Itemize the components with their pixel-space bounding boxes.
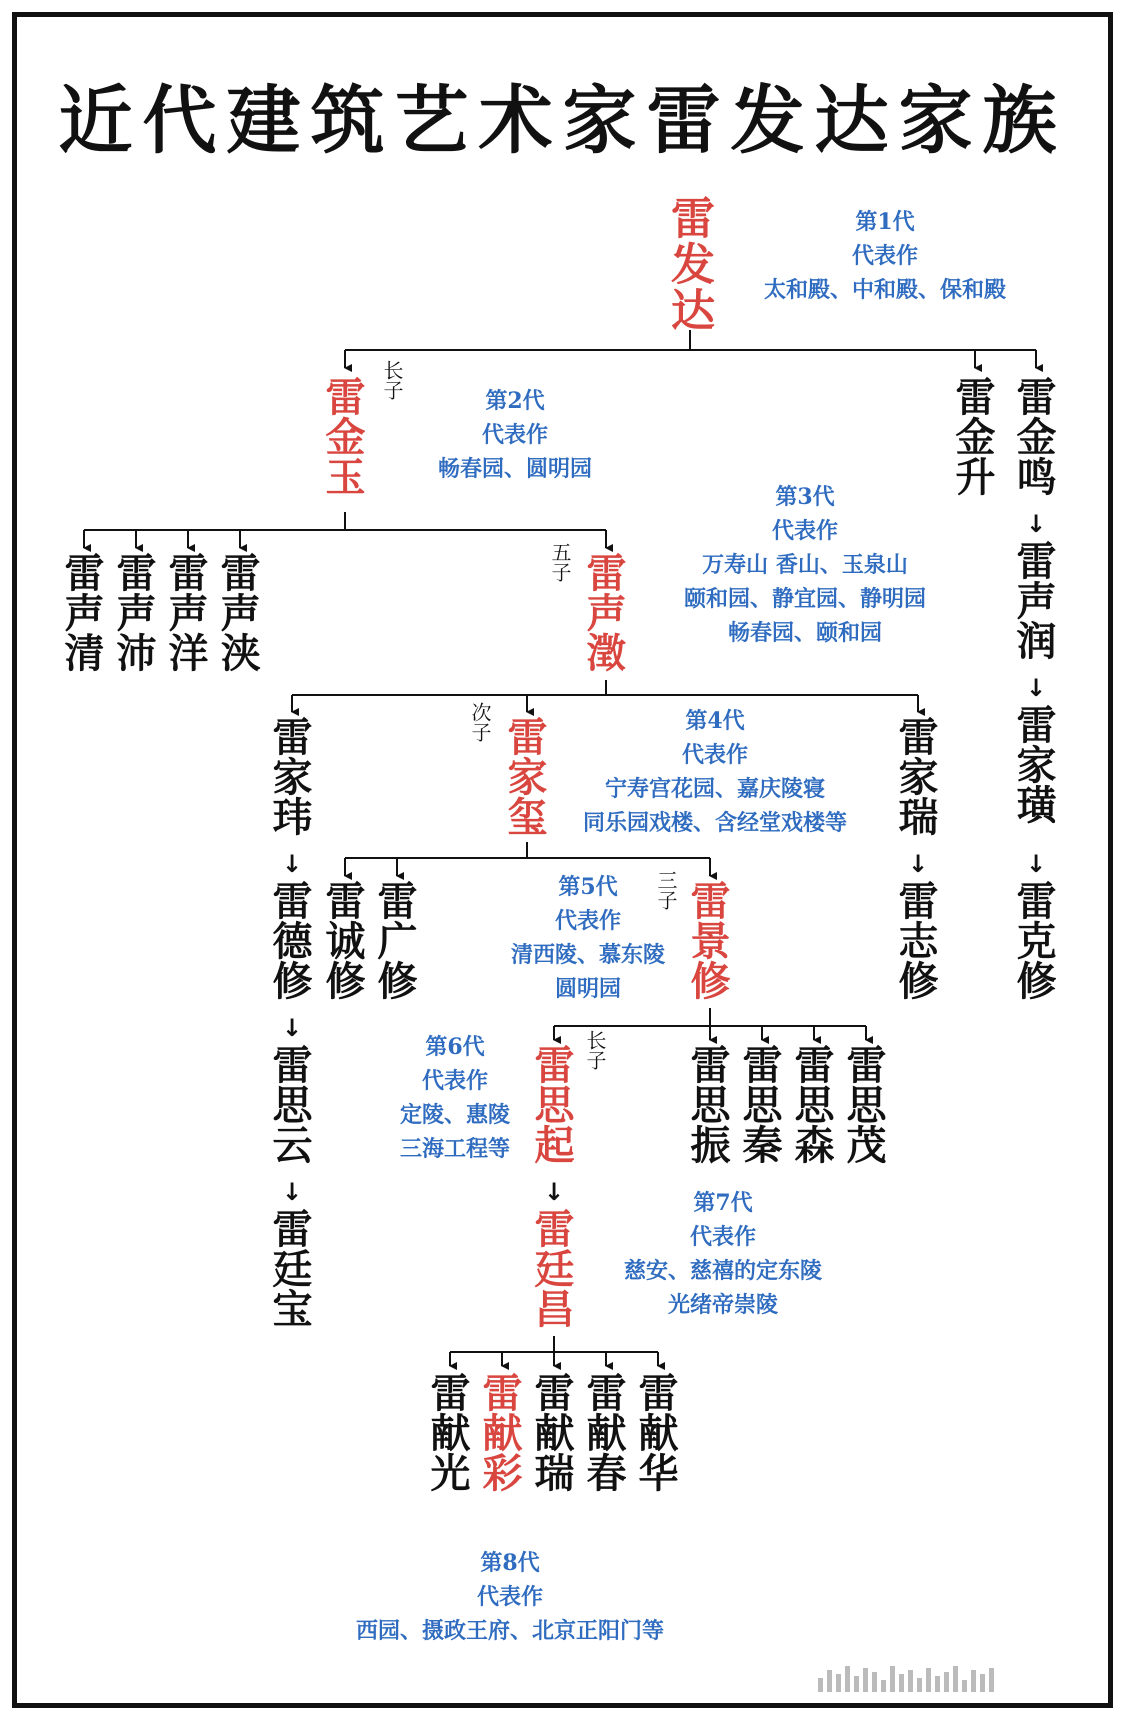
relation-label: 次子: [468, 702, 492, 742]
relation-label: 长子: [583, 1030, 607, 1070]
person-name: 雷声洋: [162, 552, 208, 672]
person-name: 雷思茂: [840, 1044, 886, 1164]
arrow-down-icon: ↓: [543, 1178, 565, 1206]
person-name: 雷声润: [1010, 540, 1056, 660]
person-name: 雷思云: [266, 1044, 312, 1164]
relation-label: 长子: [380, 360, 404, 400]
person-name: 雷献瑞: [528, 1372, 574, 1492]
works-gen2: 第2代 代表作 畅春园、圆明园: [437, 388, 592, 482]
person-name: 雷献华: [632, 1372, 678, 1492]
person-lei-xianguang: [425, 1372, 475, 1492]
person-name: 雷廷宝: [266, 1208, 312, 1328]
person-lei-jinyu: [320, 376, 370, 496]
person-lei-siqi: [529, 1044, 579, 1164]
arrow-down-icon: ↓: [281, 1178, 303, 1206]
person-lei-jiawei: [267, 716, 317, 836]
person-lei-shengqing: [59, 552, 109, 672]
person-lei-jingxiu: [685, 880, 735, 1000]
person-lei-shengpei: [111, 552, 161, 672]
person-lei-zhixiu: [893, 880, 943, 1000]
person-name: 雷克修: [1010, 880, 1056, 1000]
person-lei-shengjia: [215, 552, 265, 672]
person-lei-guangxiu: [372, 880, 422, 1000]
person-name: 雷声沛: [110, 552, 156, 672]
person-lei-sisen: [789, 1044, 839, 1164]
person-lei-xianchun: [581, 1372, 631, 1492]
person-lei-xianhua: [633, 1372, 683, 1492]
person-name: 雷诚修: [319, 880, 365, 1000]
arrow-down-icon: ↓: [907, 850, 929, 878]
person-name: 雷思起: [528, 1044, 574, 1164]
person-name: 雷献彩: [476, 1372, 522, 1492]
person-lei-siqin: [737, 1044, 787, 1164]
person-name: 雷家瑞: [892, 716, 938, 836]
person-name: 雷家玺: [501, 716, 547, 836]
works-gen3: 第3代 代表作 万寿山 香山、玉泉山 颐和园、静宜园、静明园 畅春园、颐和园: [683, 484, 926, 646]
person-name: 雷声清: [58, 552, 104, 672]
person-lei-fada: [665, 195, 715, 333]
person-name: 雷景修: [684, 880, 730, 1000]
person-name: 雷献光: [424, 1372, 470, 1492]
arrow-down-icon: ↓: [281, 850, 303, 878]
person-name: 雷思秦: [736, 1044, 782, 1164]
person-name: 雷德修: [266, 880, 312, 1000]
works-gen4: 第4代 代表作 宁寿宫花园、嘉庆陵寝 同乐园戏楼、含经堂戏楼等: [582, 708, 847, 836]
person-lei-chengxiu: [320, 880, 370, 1000]
person-name: 雷献春: [580, 1372, 626, 1492]
relation-label: 五子: [548, 542, 572, 582]
works-gen6: 第6代 代表作 定陵、惠陵 三海工程等: [399, 1034, 510, 1162]
person-name: 雷思振: [684, 1044, 730, 1164]
person-lei-tingbao: [267, 1208, 317, 1328]
works-gen5: 第5代 代表作 清西陵、慕东陵 圆明园: [510, 874, 665, 1002]
relation-label: 三子: [654, 870, 678, 910]
arrow-down-icon: ↓: [1025, 850, 1047, 878]
person-name: 雷思森: [788, 1044, 834, 1164]
person-name: 雷金升: [949, 376, 995, 496]
person-lei-siyun: [267, 1044, 317, 1164]
person-name: 雷声浃: [214, 552, 260, 672]
person-name: 雷金玉: [319, 376, 365, 496]
person-name: 雷金鸣: [1010, 376, 1056, 496]
person-lei-shengcheng: [581, 552, 631, 672]
person-lei-shengrun: [1011, 540, 1061, 660]
person-lei-xianrui: [529, 1372, 579, 1492]
person-lei-dexiu: [267, 880, 317, 1000]
person-name: 雷志修: [892, 880, 938, 1000]
person-lei-sizhen: [685, 1044, 735, 1164]
person-lei-xiancai: [477, 1372, 527, 1492]
person-name: 雷廷昌: [528, 1208, 574, 1328]
arrow-down-icon: ↓: [281, 1014, 303, 1042]
person-lei-simao: [841, 1044, 891, 1164]
person-name: 雷声澂: [580, 552, 626, 672]
person-name: 雷家璜: [1010, 704, 1056, 824]
person-lei-kexiu: [1011, 880, 1061, 1000]
person-name: 雷发达: [663, 195, 714, 333]
arrow-down-icon: ↓: [1025, 674, 1047, 702]
works-gen8: 第8代 代表作 西园、摄政王府、北京正阳门等: [355, 1550, 664, 1644]
person-lei-jiarui: [893, 716, 943, 836]
works-gen1: 第1代 代表作 太和殿、中和殿、保和殿: [763, 209, 1006, 303]
person-name: 雷家玮: [266, 716, 312, 836]
page-title: 近代建筑艺术家雷发达家族: [58, 78, 1067, 164]
watermark-barcode-icon: [818, 1666, 1108, 1696]
arrow-down-icon: ↓: [1025, 510, 1047, 538]
person-lei-jinming: [1011, 376, 1061, 496]
person-lei-jinsheng: [950, 376, 1000, 496]
person-lei-jiaxi: [502, 716, 552, 836]
person-lei-tingchang: [529, 1208, 579, 1328]
person-lei-shengyang: [163, 552, 213, 672]
works-gen7: 第7代 代表作 慈安、慈禧的定东陵 光绪帝崇陵: [623, 1190, 822, 1318]
person-lei-jiahuang: [1011, 704, 1061, 824]
person-name: 雷广修: [371, 880, 417, 1000]
